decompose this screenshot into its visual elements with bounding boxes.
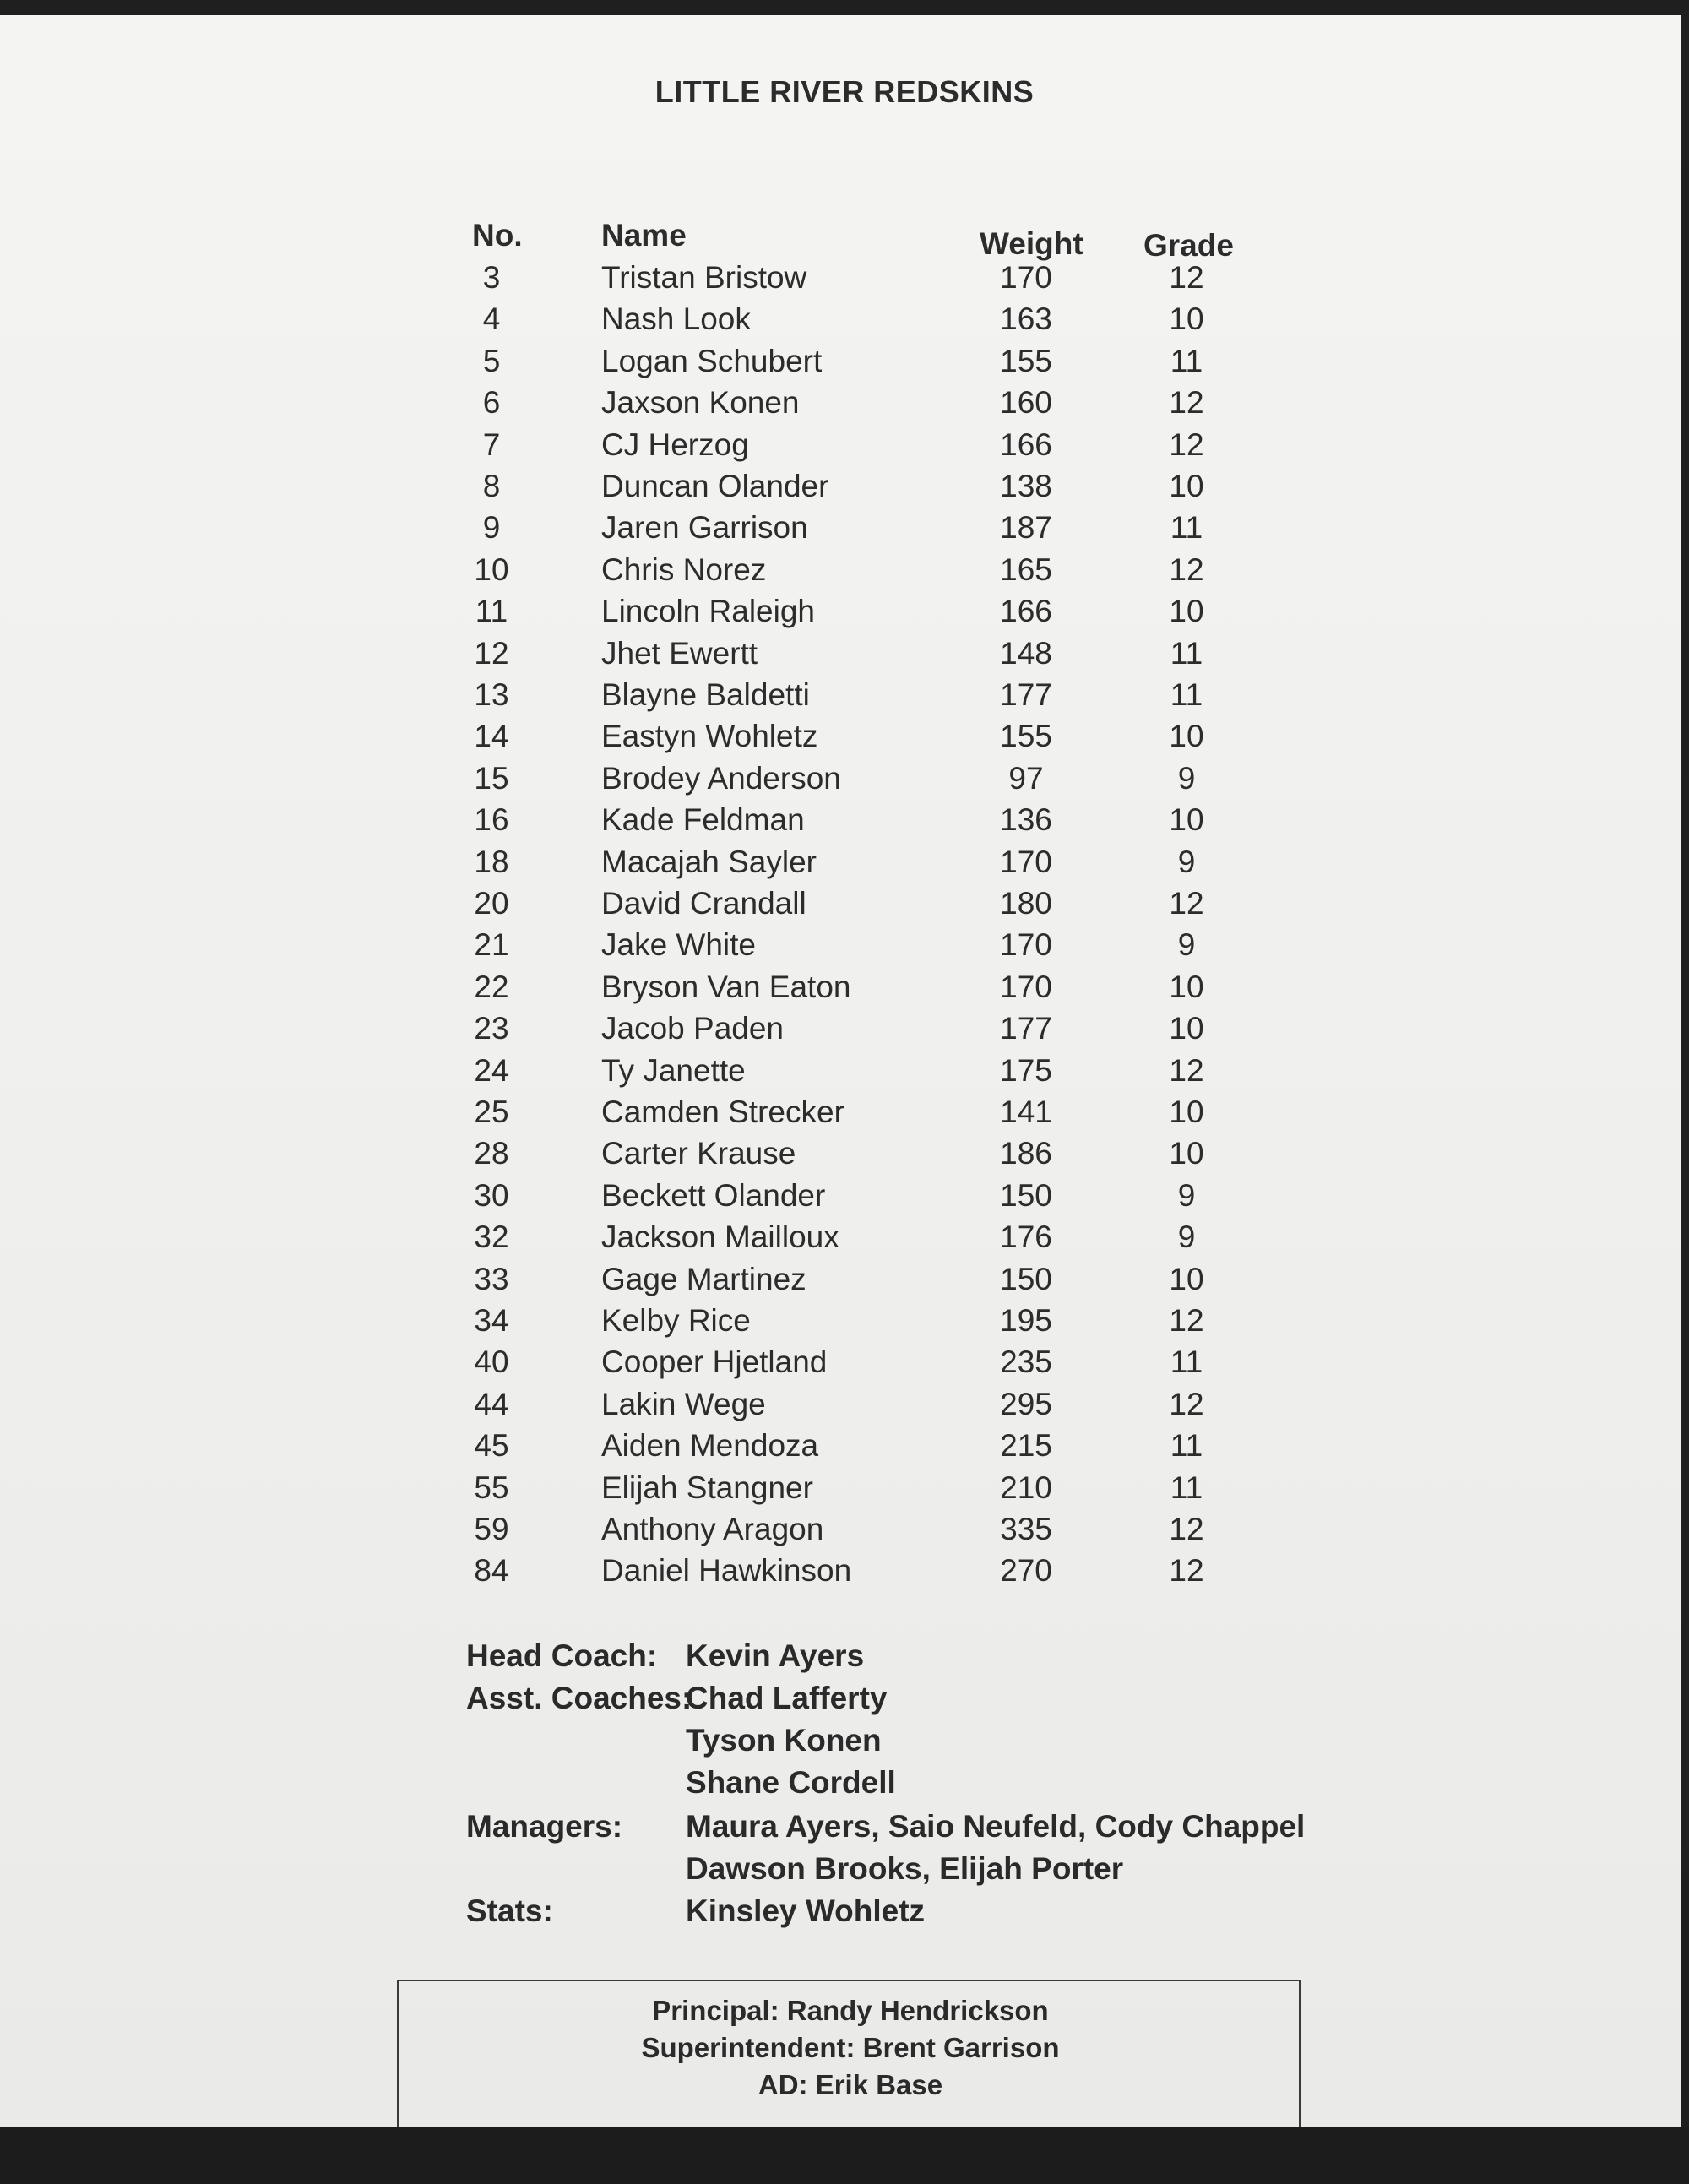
player-name: Blayne Baldetti	[601, 677, 810, 712]
player-grade: 10	[1169, 1095, 1204, 1129]
player-grade: 12	[1169, 260, 1204, 295]
page-title: LITTLE RIVER REDSKINS	[654, 74, 1035, 109]
table-row	[0, 677, 1689, 719]
player-name: Chris Norez	[601, 551, 767, 587]
player-name: CJ Herzog	[601, 426, 749, 462]
player-weight: 210	[1000, 1470, 1052, 1505]
player-name: Logan Schubert	[601, 343, 823, 378]
table-row	[0, 970, 1689, 1011]
player-weight: 235	[1000, 1345, 1052, 1380]
player-grade: 9	[1177, 844, 1196, 879]
asst-coach-name: Tyson Konen	[686, 1723, 882, 1758]
player-grade: 12	[1169, 385, 1204, 421]
table-row	[0, 636, 1689, 677]
player-weight: 215	[1000, 1428, 1052, 1464]
player-number: 6	[482, 385, 501, 421]
table-row	[0, 1387, 1689, 1428]
player-name: Beckett Olander	[601, 1177, 826, 1213]
player-grade: 10	[1169, 469, 1204, 503]
table-row	[0, 1470, 1689, 1512]
player-grade: 12	[1169, 1512, 1204, 1546]
player-number: 13	[474, 677, 509, 712]
player-grade: 10	[1169, 719, 1204, 754]
player-name: Camden Strecker	[601, 1095, 844, 1129]
asst-coach-name: Chad Lafferty	[686, 1681, 888, 1715]
player-weight: 166	[1000, 426, 1052, 462]
player-grade: 10	[1169, 802, 1204, 838]
player-number: 5	[482, 343, 501, 378]
player-number: 59	[474, 1512, 509, 1546]
player-name: Duncan Olander	[601, 469, 829, 503]
player-name: David Crandall	[601, 886, 806, 921]
player-grade: 11	[1170, 1428, 1203, 1464]
player-grade: 10	[1169, 1011, 1204, 1046]
player-weight: 165	[1000, 551, 1052, 587]
player-weight: 170	[1000, 844, 1052, 879]
player-number: 16	[474, 802, 509, 838]
player-number: 8	[482, 469, 501, 503]
player-grade: 11	[1170, 635, 1203, 671]
player-weight: 335	[1000, 1512, 1052, 1546]
managers-label: Managers:	[466, 1809, 623, 1844]
player-number: 11	[475, 594, 508, 629]
table-row	[0, 1345, 1689, 1386]
player-name: Daniel Hawkinson	[601, 1553, 852, 1589]
player-name: Macajah Sayler	[601, 844, 817, 879]
player-number: 12	[474, 635, 509, 671]
managers-line: Dawson Brooks, Elijah Porter	[686, 1851, 1124, 1886]
table-row	[0, 1262, 1689, 1303]
table-row	[0, 260, 1689, 302]
table-row	[0, 510, 1689, 551]
player-name: Lincoln Raleigh	[601, 594, 816, 629]
table-row	[0, 1428, 1689, 1470]
player-name: Jacob Paden	[601, 1011, 785, 1046]
player-name: Jake White	[601, 927, 757, 963]
player-name: Jaxson Konen	[601, 385, 800, 421]
player-weight: 170	[1000, 927, 1052, 963]
player-number: 18	[474, 844, 509, 879]
table-row	[0, 719, 1689, 760]
player-weight: 187	[1000, 510, 1052, 546]
player-grade: 11	[1170, 510, 1203, 546]
player-weight: 160	[1000, 385, 1052, 421]
player-grade: 12	[1169, 1386, 1204, 1421]
table-row	[0, 1553, 1689, 1595]
player-grade: 9	[1177, 1220, 1196, 1255]
player-name: Cooper Hjetland	[601, 1345, 828, 1380]
column-header-no: No.	[472, 218, 523, 253]
table-row	[0, 927, 1689, 969]
roster-sheet	[0, 15, 1681, 2127]
asst-coaches-label: Asst. Coaches:	[466, 1681, 692, 1715]
player-number: 30	[474, 1177, 509, 1213]
player-weight: 270	[1000, 1553, 1052, 1589]
player-weight: 150	[1000, 1177, 1052, 1213]
player-weight: 141	[1000, 1095, 1052, 1129]
player-weight: 155	[1000, 343, 1052, 378]
player-grade: 9	[1177, 1177, 1196, 1213]
table-row	[0, 761, 1689, 802]
player-weight: 180	[1000, 886, 1052, 921]
player-number: 44	[474, 1386, 509, 1421]
table-row	[0, 845, 1689, 886]
player-number: 84	[474, 1553, 509, 1589]
player-number: 9	[482, 510, 501, 546]
player-weight: 148	[1000, 635, 1052, 671]
player-grade: 10	[1169, 302, 1204, 337]
player-name: Ty Janette	[601, 1052, 746, 1088]
stats-name: Kinsley Wohletz	[686, 1893, 926, 1928]
player-number: 4	[482, 302, 501, 337]
player-number: 20	[474, 886, 509, 921]
player-grade: 10	[1169, 594, 1204, 629]
column-header-name: Name	[601, 218, 687, 253]
player-name: Lakin Wege	[601, 1386, 766, 1421]
player-number: 15	[474, 760, 509, 796]
player-weight: 163	[1000, 302, 1052, 337]
player-name: Eastyn Wohletz	[601, 719, 818, 754]
player-grade: 12	[1169, 426, 1204, 462]
player-name: Jhet Ewertt	[601, 635, 758, 671]
player-weight: 177	[1000, 677, 1052, 712]
player-weight: 150	[1000, 1261, 1052, 1296]
player-name: Kelby Rice	[601, 1303, 751, 1338]
player-grade: 12	[1169, 1553, 1204, 1589]
player-grade: 11	[1170, 1345, 1203, 1380]
player-weight: 176	[1000, 1220, 1052, 1255]
player-grade: 11	[1170, 677, 1203, 712]
player-name: Jaren Garrison	[601, 510, 808, 546]
player-number: 55	[474, 1470, 509, 1505]
player-number: 34	[474, 1303, 509, 1338]
player-number: 3	[482, 260, 501, 295]
table-row	[0, 1095, 1689, 1136]
table-row	[0, 886, 1689, 927]
player-number: 14	[474, 719, 509, 754]
player-name: Elijah Stangner	[601, 1470, 813, 1505]
player-number: 45	[474, 1428, 509, 1464]
table-row	[0, 1220, 1689, 1261]
player-number: 25	[474, 1095, 509, 1129]
player-name: Kade Feldman	[601, 802, 805, 838]
player-name: Aiden Mendoza	[601, 1428, 819, 1464]
table-row	[0, 1053, 1689, 1095]
table-row	[0, 385, 1689, 426]
player-name: Gage Martinez	[601, 1261, 806, 1296]
table-row	[0, 802, 1689, 844]
table-row	[0, 552, 1689, 594]
principal-line: Principal: Randy Hendrickson	[652, 1995, 1049, 2026]
table-row	[0, 469, 1689, 510]
player-name: Nash Look	[601, 302, 751, 337]
player-grade: 12	[1169, 886, 1204, 921]
player-number: 21	[474, 927, 509, 963]
player-grade: 12	[1169, 1303, 1204, 1338]
player-number: 33	[474, 1261, 509, 1296]
athletic-director-line: AD: Erik Base	[758, 2069, 943, 2100]
player-number: 23	[474, 1011, 509, 1046]
player-weight: 186	[1000, 1136, 1052, 1171]
player-number: 10	[474, 551, 509, 587]
player-number: 22	[474, 969, 509, 1004]
scan-background	[0, 2127, 1689, 2184]
table-row	[0, 1178, 1689, 1220]
player-grade: 10	[1169, 1261, 1204, 1296]
player-grade: 10	[1169, 1136, 1204, 1171]
player-number: 24	[474, 1052, 509, 1088]
table-row	[0, 427, 1689, 469]
player-weight: 175	[1000, 1052, 1052, 1088]
player-grade: 12	[1169, 551, 1204, 587]
administration-box	[397, 1980, 1301, 2128]
superintendent-line: Superintendent: Brent Garrison	[641, 2032, 1060, 2063]
column-header-weight: Weight	[980, 226, 1083, 261]
table-row	[0, 1011, 1689, 1052]
column-header-grade: Grade	[1143, 228, 1234, 263]
player-name: Bryson Van Eaton	[601, 969, 851, 1004]
table-row	[0, 1303, 1689, 1345]
table-row	[0, 594, 1689, 635]
player-number: 28	[474, 1136, 509, 1171]
player-name: Anthony Aragon	[601, 1512, 824, 1546]
player-weight: 166	[1000, 594, 1052, 629]
table-row	[0, 1136, 1689, 1177]
player-number: 40	[474, 1345, 509, 1380]
player-weight: 138	[1000, 469, 1052, 503]
table-row	[0, 1512, 1689, 1553]
managers-line: Maura Ayers, Saio Neufeld, Cody Chappel	[686, 1809, 1306, 1844]
player-number: 7	[482, 426, 501, 462]
player-grade: 11	[1170, 1470, 1203, 1505]
player-grade: 12	[1169, 1052, 1204, 1088]
player-grade: 9	[1177, 927, 1196, 963]
player-weight: 170	[1000, 969, 1052, 1004]
player-name: Brodey Anderson	[601, 760, 841, 796]
player-weight: 155	[1000, 719, 1052, 754]
table-row	[0, 302, 1689, 343]
player-weight: 97	[1008, 760, 1044, 796]
player-grade: 10	[1169, 969, 1204, 1004]
table-row	[0, 344, 1689, 385]
player-weight: 170	[1000, 260, 1052, 295]
player-name: Tristan Bristow	[601, 260, 807, 295]
player-number: 32	[474, 1220, 509, 1255]
player-grade: 11	[1170, 343, 1203, 378]
player-grade: 9	[1177, 760, 1196, 796]
player-name: Jackson Mailloux	[601, 1220, 839, 1255]
head-coach-label: Head Coach:	[466, 1638, 658, 1673]
player-weight: 136	[1000, 802, 1052, 838]
head-coach-name: Kevin Ayers	[686, 1638, 865, 1673]
player-weight: 177	[1000, 1011, 1052, 1046]
player-weight: 295	[1000, 1386, 1052, 1421]
player-weight: 195	[1000, 1303, 1052, 1338]
stats-label: Stats:	[466, 1893, 553, 1928]
player-name: Carter Krause	[601, 1136, 796, 1171]
asst-coach-name: Shane Cordell	[686, 1765, 896, 1800]
